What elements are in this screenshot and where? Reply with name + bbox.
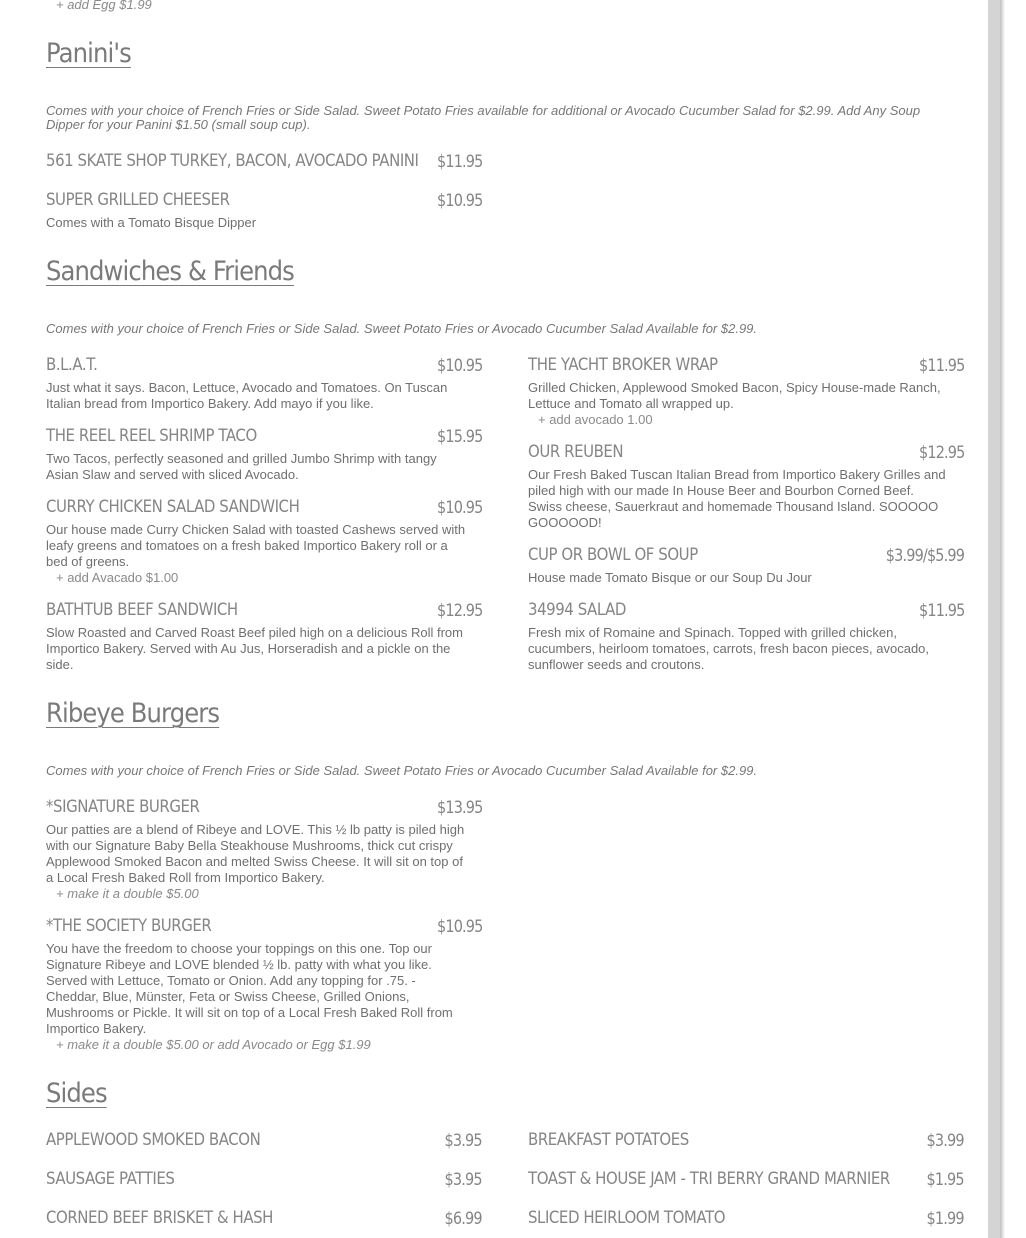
item-name: *THE SOCIETY BURGER — [46, 916, 212, 936]
item-name: B.L.A.T. — [46, 355, 98, 375]
item-price: $1.95 — [926, 1170, 964, 1190]
item-name: SUPER GRILLED CHEESER — [46, 190, 230, 210]
page-edge — [988, 0, 1000, 1238]
item-addon: + add Avacado $1.00 — [56, 570, 179, 585]
section-title-paninis: Panini's — [46, 38, 131, 69]
item-price: $11.95 — [918, 601, 964, 621]
item-description: Just what it says. Bacon, Lettuce, Avocado and Tomatoes. On Tuscan Italian bread from Importico Bakery. Add mayo if you like. — [46, 380, 448, 411]
item-name: THE YACHT BROKER WRAP — [528, 355, 718, 375]
item-addon: + add avocado 1.00 — [538, 412, 653, 427]
item-price: $6.99 — [444, 1209, 482, 1229]
item-name: CORNED BEEF BRISKET & HASH — [46, 1208, 273, 1228]
item-name: 561 SKATE SHOP TURKEY, BACON, AVOCADO PANINI — [46, 151, 419, 171]
menu-item — [46, 1130, 482, 1152]
item-description: You have the freedom to choose your toppings on this one. Top our Signature Ribeye and LOVE blended ½ lb. patty with what you like. Served with Lettuce, Tomato or Onion. Add any topping for .75. - Cheddar, Blue, Münster, Feta or Swiss Cheese, Grilled Onions, Mushrooms or Pickle. It will sit on top of a Local Fresh Baked Roll from Importico Bakery. — [46, 941, 453, 1036]
menu-item — [46, 426, 482, 483]
item-description: House made Tomato Bisque or our Soup Du Jour — [528, 570, 812, 585]
item-name: CURRY CHICKEN SALAD SANDWICH — [46, 497, 300, 517]
item-price: $11.95 — [918, 356, 964, 376]
menu-item — [46, 797, 482, 902]
item-price: $3.95 — [444, 1170, 482, 1190]
item-price: $3.99/$5.99 — [885, 546, 964, 566]
item-addon: + make it a double $5.00 or add Avocado or Egg $1.99 — [56, 1037, 371, 1052]
menu-item — [528, 1130, 964, 1152]
menu-item — [46, 916, 482, 1053]
section-title-burgers: Ribeye Burgers — [46, 698, 220, 729]
section-title-sandwiches: Sandwiches & Friends — [46, 256, 294, 287]
item-addon: + add Egg $1.99 — [56, 0, 152, 12]
menu-item — [46, 151, 482, 173]
item-price: $13.95 — [436, 798, 482, 818]
menu-item — [46, 355, 482, 412]
item-price: $10.95 — [436, 356, 482, 376]
menu-item — [528, 1208, 964, 1230]
item-price: $3.99 — [926, 1131, 964, 1151]
menu-item — [528, 545, 964, 586]
item-name: BREAKFAST POTATOES — [528, 1130, 689, 1150]
menu-item — [528, 442, 964, 531]
item-name: APPLEWOOD SMOKED BACON — [46, 1130, 261, 1150]
section-note-burgers: Comes with your choice of French Fries or Side Salad. Sweet Potato Fries or Avocado Cucumber Salad Available for $2.99. — [46, 763, 758, 778]
item-name: BATHTUB BEEF SANDWICH — [46, 600, 238, 620]
item-addon: + make it a double $5.00 — [56, 886, 199, 901]
item-price: $1.99 — [926, 1209, 964, 1229]
item-price: $10.95 — [436, 498, 482, 518]
section-note-sandwiches: Comes with your choice of French Fries or Side Salad. Sweet Potato Fries or Avocado Cucumber Salad Available for $2.99. — [46, 321, 758, 336]
item-price: $3.95 — [444, 1131, 482, 1151]
item-name: THE REEL REEL SHRIMP TACO — [46, 426, 257, 446]
item-name: TOAST & HOUSE JAM - TRI BERRY GRAND MARNIER — [528, 1169, 890, 1189]
menu-item — [46, 1169, 482, 1191]
item-description: Fresh mix of Romaine and Spinach. Topped with grilled chicken, cucumbers, heirloom tomatoes, carrots, fresh bacon pieces, avocado, sunflower seeds and croutons. — [528, 625, 930, 672]
menu-item — [528, 355, 964, 428]
item-description: Our patties are a blend of Ribeye and LOVE. This ½ lb patty is piled high with our Signature Baby Bella Steakhouse Mushrooms, thick cut crispy Applewood Smoked Bacon and melted Swiss Cheese. It will sit on top of a Local Fresh Baked Roll from Importico Bakery. — [46, 822, 465, 885]
item-description: Our house made Curry Chicken Salad with toasted Cashews served with leafy greens and tomatoes on a fresh baked Importico Bakery roll or a bed of greens. — [46, 522, 466, 569]
section-title-sides: Sides — [46, 1078, 107, 1109]
item-price: $12.95 — [918, 443, 964, 463]
item-description: Slow Roasted and Carved Roast Beef piled high on a delicious Roll from Importico Bakery. Served with Au Jus, Horseradish and a pickle on the side. — [46, 625, 463, 672]
item-description: Grilled Chicken, Applewood Smoked Bacon, Spicy House-made Ranch, Lettuce and Tomato all wrapped up. — [528, 380, 941, 411]
item-description: Our Fresh Baked Tuscan Italian Bread from Importico Bakery Grilles and piled high with our made In House Beer and Bourbon Corned Beef. Swiss cheese, Sauerkraut and homemade Thousand Island. SOOOOO GOOOOOD! — [528, 467, 946, 530]
page-shadow — [1000, 0, 1005, 1238]
section-note-paninis: Comes with your choice of French Fries or Side Salad. Sweet Potato Fries available for additional or Avocado Cucumber Salad for $2.99. Add Any Soup Dipper for your Panini $1.50 (small soup cup). — [46, 103, 921, 132]
menu-item — [528, 600, 964, 673]
item-description: Two Tacos, perfectly seasoned and grilled Jumbo Shrimp with tangy Asian Slaw and served with sliced Avocado. — [46, 451, 437, 482]
item-name: CUP OR BOWL OF SOUP — [528, 545, 698, 565]
item-price: $12.95 — [436, 601, 482, 621]
item-name: SLICED HEIRLOOM TOMATO — [528, 1208, 726, 1228]
menu-item — [46, 190, 482, 231]
item-price: $15.95 — [436, 427, 482, 447]
menu-item — [46, 600, 482, 673]
item-name: OUR REUBEN — [528, 442, 624, 462]
menu-item — [46, 497, 482, 586]
menu-item — [46, 1208, 482, 1230]
item-description: Comes with a Tomato Bisque Dipper — [46, 215, 257, 230]
item-name: *SIGNATURE BURGER — [46, 797, 200, 817]
item-price: $10.95 — [436, 917, 482, 937]
item-price: $11.95 — [436, 152, 482, 172]
menu-item — [528, 1169, 964, 1191]
item-name: 34994 SALAD — [528, 600, 626, 620]
item-name: SAUSAGE PATTIES — [46, 1169, 175, 1189]
item-price: $10.95 — [436, 191, 482, 211]
